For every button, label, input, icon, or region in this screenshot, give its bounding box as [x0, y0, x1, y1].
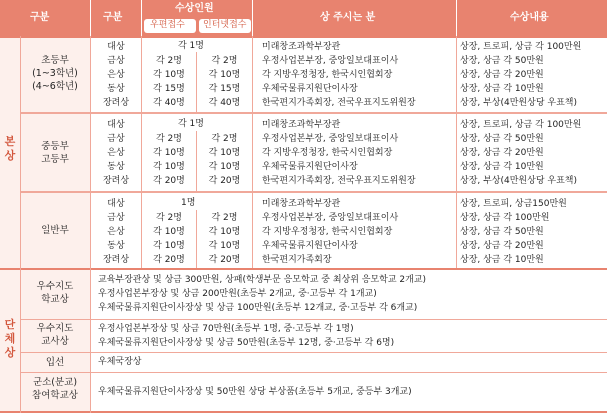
header-mail: 우편접수: [150, 20, 185, 30]
grade-list: 대상 금상 은상 동상 장려상: [102, 199, 130, 265]
giver-list: 미래창조과학부장관 우정사업본부장, 중앙일보대표이사 각 지방우정청장, 한국시인협회장 우체국물류지원단이사장 한국편지가족회장: [262, 199, 399, 265]
grand-count: 각 1명: [178, 119, 204, 129]
branch-school-lines: 우체국물류지원단이사장상 및 50만원 상당 부상품(초등부 5개교, 중등부 3개교): [98, 387, 412, 397]
category-school-award: 우수지도 학교상: [36, 281, 74, 305]
online-counts: 각 2명 각 10명 각 10명 각 20명: [208, 213, 241, 265]
category-branch-school: 군소(분교) 참여학교상: [32, 377, 78, 401]
giver-list: 미래창조과학부장관 우정사업본부장, 중앙일보대표이사 각 지방우정청장, 한국시인협회장 우체국물류지원단이사장 한국편지가족회장, 전국우표지도위원장: [262, 120, 416, 186]
header-giver: 상 주시는 분: [320, 12, 376, 23]
prize-list: 상장, 트로피, 상금 각 100만원 상장, 상금 각 50만원 상장, 상금 각 20만원 상장, 상금 각 10만원 상장, 부상(4만원상당 우표책): [460, 120, 582, 186]
header-grade: 구분: [103, 12, 123, 23]
grand-count: 1명: [181, 198, 196, 208]
grade-list: 대상 금상 은상 동상 장려상: [102, 42, 130, 108]
mail-counts: 각 2명 각 10명 각 10명 각 20명: [153, 213, 185, 265]
section-group: 단 체 상: [4, 318, 16, 359]
category-honorable: 입선: [45, 357, 65, 368]
teacher-award-lines: 우정사업본부장상 및 상금 70만원(초등부 1명, 중·고등부 각 1명) 우체국물류지원단이사장상 및 상금 50만원(초등부 12명, 중·고등부 각 6명): [98, 324, 395, 348]
online-counts: 각 2명 각 10명 각 15명 각 40명: [208, 56, 241, 108]
category-middle-high: 중등부 고등부: [41, 141, 69, 165]
section-individual: 본 상: [4, 135, 16, 162]
header-prize: 수상내용: [510, 12, 549, 23]
online-counts: 각 2명 각 10명 각 10명 각 20명: [208, 134, 241, 186]
mail-counts: 각 2명 각 10명 각 10명 각 20명: [153, 134, 185, 186]
category-elementary: 초등부 (1~3학년) (4~6학년): [32, 55, 78, 92]
header-award-count: 수상인원: [175, 3, 214, 14]
grade-list: 대상 금상 은상 동상 장려상: [102, 120, 130, 186]
school-award-lines: 교육부장관상 및 상금 300만원, 상패(학생부문 응모학교 중 최상위 응모학교 2개교) 우정사업본부장상 및 상금 200만원(초등부 2개교, 중·고등부 각 1개교) 우체국물류지원단이사장상 및 상금 100만원(초등부 12개교, 중·고등부 각 6개교): [98, 275, 427, 313]
mail-counts: 각 2명 각 10명 각 15명 각 40명: [153, 56, 185, 108]
giver-list: 미래창조과학부장관 우정사업본부장, 중앙일보대표이사 각 지방우정청장, 한국시인협회장 우체국물류지원단이사장 한국편지가족회장, 전국우표지도위원장: [262, 42, 416, 108]
header-category: 구분: [30, 12, 50, 23]
honorable-lines: 우체국장상: [98, 357, 142, 367]
grand-count: 각 1명: [178, 41, 204, 51]
header-online: 인터넷접수: [203, 20, 247, 30]
prize-list: 상장, 트로피, 상금150만원 상장, 상금 각 100만원 상장, 상금 각 50만원 상장, 상금 각 20만원 상장, 상금 각 10만원: [460, 199, 567, 265]
prize-list: 상장, 트로피, 상금 각 100만원 상장, 상금 각 50만원 상장, 상금 각 20만원 상장, 상금 각 10만원 상장, 부상(4만원상당 우표책): [460, 42, 582, 108]
category-teacher-award: 우수지도 교사상: [36, 323, 74, 347]
category-general: 일반부: [41, 225, 69, 236]
